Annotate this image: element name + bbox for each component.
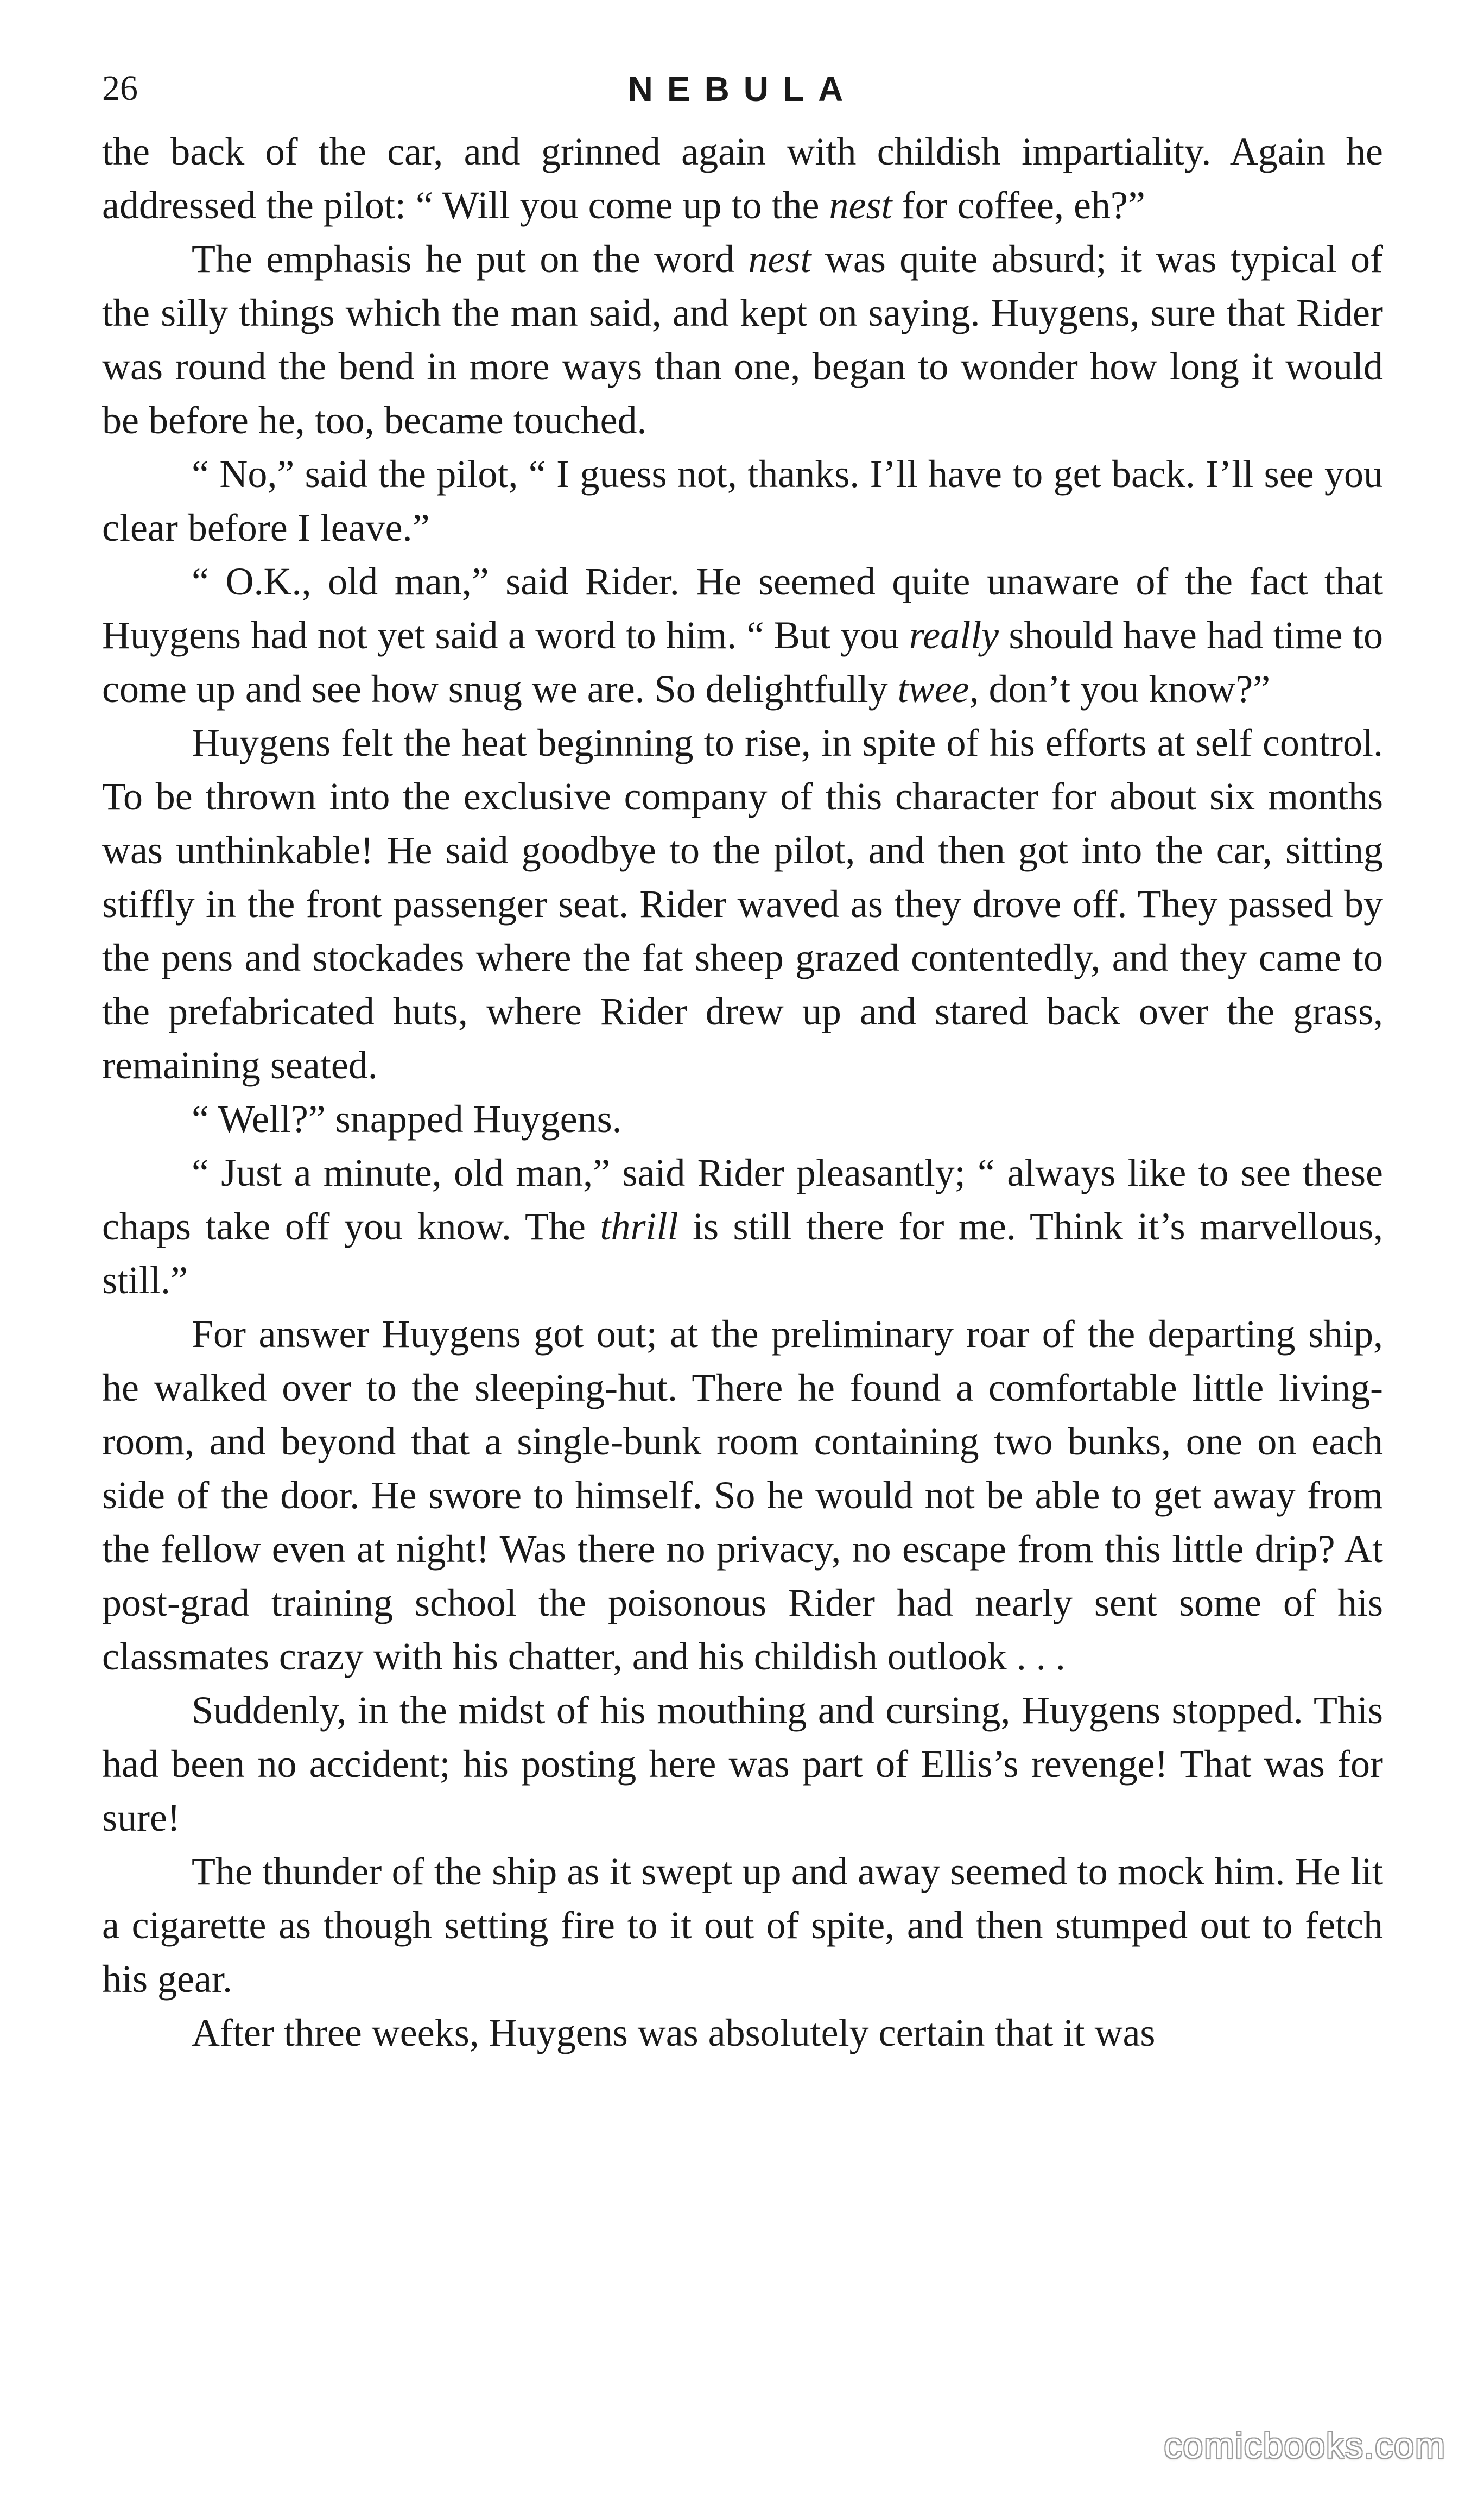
- paragraph: [102, 1146, 1383, 1307]
- page-number: 26: [102, 68, 138, 108]
- italic-text: thrill: [600, 1205, 678, 1248]
- text-run: “ No,” said the pilot, “ I guess not, thanks. I’ll have to get back. I’ll see you clear before I leave.”: [102, 452, 1383, 549]
- paragraph: [102, 232, 1383, 447]
- paragraph: [102, 1684, 1383, 1845]
- page-header: [102, 60, 1383, 125]
- text-run: “ Well?” snapped Huygens.: [192, 1097, 622, 1141]
- text-run: After three weeks, Huygens was absolutely certain that it was: [192, 2011, 1156, 2054]
- paragraph: [102, 716, 1383, 1092]
- paragraph: [102, 1307, 1383, 1684]
- text-run: For answer Huygens got out; at the preliminary roar of the departing ship, he walked over to the sleeping-hut. There he found a comfortable little living-room, and beyond that a single-bunk room containing two bunks, one on each side of the door. He swore to himself. So he would not be able to get away from the fellow even at night! Was there no privacy, no escape from this little drip? At post-grad training school the poisonous Rider had nearly sent some of his classmates crazy with his chatter, and his childish outlook . . .: [102, 1312, 1383, 1678]
- body-text: [102, 125, 1383, 2060]
- text-run: the back of the car, and grinned again with childish impartiality. Again he addressed the pilot: “ Will you come up to the: [102, 130, 1383, 227]
- paragraph: [102, 447, 1383, 555]
- text-run: should have had time to come up and see how snug we are. So delightfully: [102, 613, 1383, 711]
- italic-text: nest: [829, 184, 892, 227]
- paragraph: [102, 555, 1383, 716]
- text-run: is still there for me. Think it’s marvellous, still.”: [102, 1205, 1383, 1302]
- italic-text: twee: [897, 667, 969, 711]
- text-run: , don’t you know?”: [969, 667, 1271, 711]
- paragraph: [102, 1845, 1383, 2006]
- text-run: The thunder of the ship as it swept up and away seemed to mock him. He lit a cigarette as though setting fire to it out of spite, and then stumped out to fetch his gear.: [102, 1850, 1383, 2001]
- text-run: Suddenly, in the midst of his mouthing and cursing, Huygens stopped. This had been no accident; his posting here was part of Ellis’s revenge! That was for sure!: [102, 1688, 1383, 1839]
- italic-text: really: [909, 613, 999, 657]
- paragraph: [102, 125, 1383, 232]
- paragraph: [102, 1092, 1383, 1146]
- text-run: The emphasis he put on the word: [192, 237, 749, 281]
- text-run: for coffee, eh?”: [892, 184, 1145, 227]
- text-run: “ Just a minute, old man,” said Rider pleasantly; “ always like to see these chaps take off you know. The: [102, 1151, 1383, 1248]
- text-run: Huygens felt the heat beginning to rise, in spite of his efforts at self control. To be thrown into the exclusive company of this character for about six months was unthinkable! He said goodbye to the pilot, and then got into the car, sitting stiffly in the front passenger seat. Rider waved as they drove off. They passed by the pens and stockades where the fat sheep grazed contentedly, and they came to the prefabricated huts, where Rider drew up and stared back over the grass, remaining seated.: [102, 721, 1383, 1087]
- running-title: NEBULA: [627, 69, 858, 109]
- book-page: [102, 60, 1383, 2060]
- text-run: was quite absurd; it was typical of the silly things which the man said, and kept on saying. Huygens, sure that Rider was round the bend in more ways than one, began to wonder how long it would be before he, too, became touched.: [102, 237, 1383, 442]
- paragraph: [102, 2006, 1383, 2060]
- italic-text: nest: [748, 237, 811, 281]
- text-run: “ O.K., old man,” said Rider. He seemed quite unaware of the fact that Huygens had not yet said a word to him. “ But you: [102, 560, 1383, 657]
- watermark: comicbooks.com: [1164, 2425, 1446, 2465]
